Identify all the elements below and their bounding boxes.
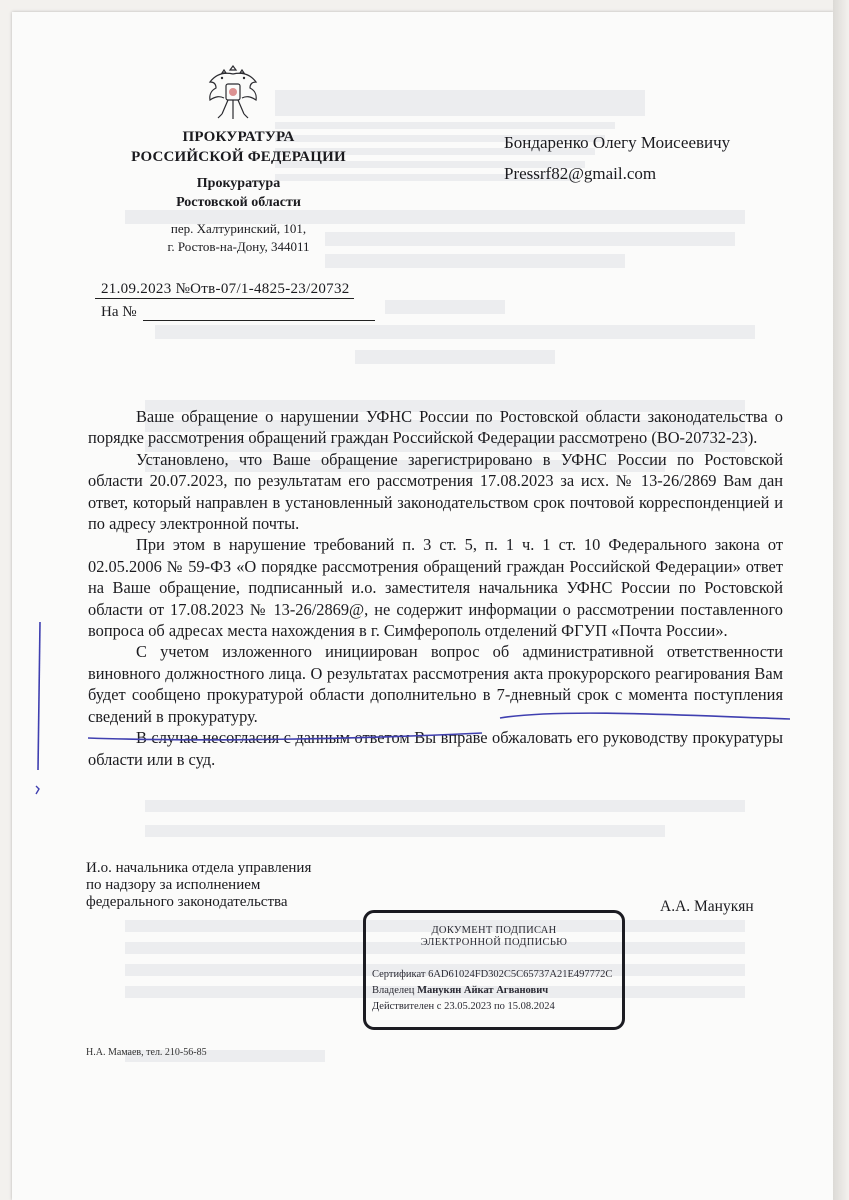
stamp-owner-name: Манукян Айкат Агванович [417,985,549,996]
stamp-valid-to: 15.08.2024 [507,1001,555,1012]
org-name-line2: РОССИЙСКОЙ ФЕДЕРАЦИИ [131,149,346,165]
e-signature-stamp [363,910,625,1030]
signer-position-line3: федерального законодательства [86,894,288,910]
outgoing-reg-number: №Отв-07/1-4825-23/20732 [175,281,350,297]
org-subdivision [110,174,367,212]
outgoing-number [95,281,354,299]
scan-edge [833,0,849,1200]
stamp-title [366,925,622,949]
coat-of-arms-icon [204,60,262,122]
signer-position-line1: И.о. начальника отдела управления [86,860,312,876]
org-name-line1: ПРОКУРАТУРА [182,129,295,145]
recipient-block [504,127,730,189]
stamp-valid-label: Действителен с [372,1001,442,1012]
stamp-certificate: Сертификат 6AD61024FD302C5C65737A21E497772C [372,969,613,980]
letter-body [88,406,783,770]
stamp-title-line2: ЭЛЕКТРОННОЙ ПОДПИСЬЮ [420,937,568,948]
stamp-owner [372,985,548,996]
org-subdivision-line1: Прокуратура [196,176,281,191]
stamp-valid-from: 23.05.2023 [444,1001,492,1012]
signer-position-line2: по надзору за исполнением [86,877,261,893]
stamp-valid-to-label: по [493,1001,505,1012]
executor-contact: Н.А. Мамаев, тел. 210-56-85 [86,1047,207,1058]
stamp-validity [372,1001,555,1012]
org-subdivision-line2: Ростовской области [176,195,301,210]
body-paragraph: В случае несогласия с данным ответом Вы вправе обжаловать его руководству прокуратуры области или в суд. [88,728,783,769]
org-address [110,220,367,256]
recipient-email: Pressrf82@gmail.com [504,164,657,183]
outgoing-date: 21.09.2023 [101,281,172,297]
body-paragraph: С учетом изложенного инициирован вопрос об административной ответственности виновного должностного лица. О результатах рассмотрения акта прокурорского реагирования Вам будет сообщено прокуратурой области дополнительно в 7-дневный срок с момента поступления сведений в прокуратуру. [88,642,783,726]
reference-blank-line [143,306,375,321]
body-paragraph: Установлено, что Ваше обращение зарегистрировано в УФНС России по Ростовской области 20.07.2023, по результатам его рассмотрения 17.08.2023 за исх. № 13-26/2869 Вам дан ответ, который направлен в установленный законодательством срок почтовой корреспонденцией и по адресу электронной почты. [88,449,783,534]
stamp-owner-label: Владелец [372,985,415,996]
stamp-title-line1: ДОКУМЕНТ ПОДПИСАН [431,925,557,936]
body-paragraph: При этом в нарушение требований п. 3 ст. 5, п. 1 ч. 1 ст. 10 Федерального закона от 02.05.2006 № 59-ФЗ «О порядке рассмотрения обращений граждан Российской Федерации» ответ на Ваше обращение, подписанный и.о. заместителя начальника УФНС России по Ростовской области от 17.08.2023 № 13-26/2869@, не содержит информации о рассмотрении поставленного вопроса об адресах места нахождения в г. Симферополь отделений ФГУП «Почта России». [88,535,783,641]
recipient-name: Бондаренко Олегу Моисеевичу [504,133,731,152]
signer-position [86,860,311,911]
signer-name: А.А. Манукян [660,898,754,915]
reference-label: На № [101,304,137,320]
org-address-line1: пер. Халтуринский, 101, [170,221,307,236]
org-address-line2: г. Ростов-на-Дону, 344011 [167,239,310,254]
org-name [110,127,367,167]
reference-number [101,304,375,321]
outgoing-number-line [95,281,354,299]
body-paragraph: Ваше обращение о нарушении УФНС России по Ростовской области законодательства о порядке рассмотрения обращений граждан Российской Федерации рассмотрено (ВО-20732-23). [88,407,783,448]
